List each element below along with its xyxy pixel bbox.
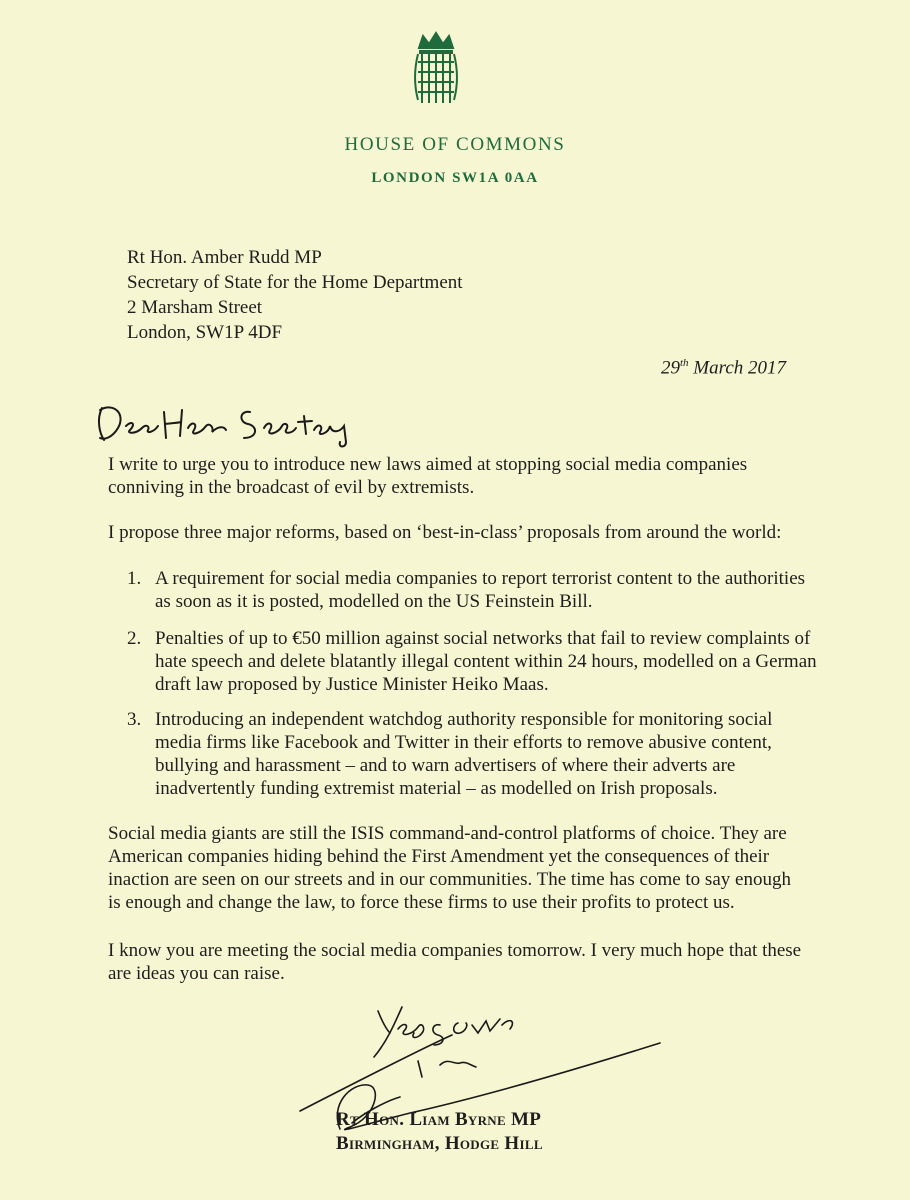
portcullis-icon [413, 30, 459, 110]
date-rest: March 2017 [688, 357, 786, 379]
handwritten-salutation [92, 390, 372, 450]
recipient-address [127, 245, 463, 345]
reform-item-1 [127, 567, 817, 613]
paragraph-closing-1: Social media giants are still the ISIS command-and-control platforms of choice. They are American companies hiding behind the First Amendment yet the consequences of their inaction are seen on our streets and in our communities. The time has come to say enough is enough and change the law, to force these firms to use their profits to protect us. [108, 823, 791, 913]
recipient-street: 2 Marsham Street [127, 297, 263, 318]
reform-number: 2. [127, 628, 142, 649]
paragraph-intro: I write to urge you to introduce new laws aimed at stopping social media companies conniving in the broadcast of evil by extremists. [108, 454, 748, 498]
paragraph-proposal-lead: I propose three major reforms, based on ‘best-in-class’ proposals from around the world: [108, 522, 782, 543]
date-day: 29 [660, 357, 680, 379]
reform-number: 1. [127, 568, 142, 589]
signatory-constituency: Birmingham, Hodge Hill [336, 1133, 543, 1154]
letterhead-location: LONDON SW1A 0AA [371, 170, 539, 186]
reform-item-3 [127, 708, 817, 800]
reform-text: A requirement for social media companies to report terrorist content to the authorities as soon as it is posted, modelled on the US Feinstein Bill. [155, 568, 806, 612]
date-suffix: th [679, 357, 689, 369]
reform-text: Introducing an independent watchdog authority responsible for monitoring social media firms like Facebook and Twitter in their efforts to remove abusive content, bullying and harassment – and to warn advertisers of where their adverts are inadvertently funding extremist material – as modelled on Irish proposals. [155, 709, 773, 799]
recipient-name: Rt Hon. Amber Rudd MP [127, 247, 322, 268]
signatory-name: Rt Hon. Liam Byrne MP [336, 1109, 542, 1130]
reform-text: Penalties of up to €50 million against social networks that fail to review complaints of hate speech and delete blatantly illegal content within 24 hours, modelled on a German draft law proposed by Justice Minister Heiko Maas. [155, 628, 817, 695]
paragraph-closing-2: I know you are meeting the social media companies tomorrow. I very much hope that these are ideas you can raise. [108, 940, 802, 984]
reform-number: 3. [127, 709, 142, 730]
recipient-title: Secretary of State for the Home Department [127, 272, 463, 293]
recipient-city: London, SW1P 4DF [127, 322, 283, 343]
letter-date [661, 357, 786, 379]
letterhead-institution: HOUSE OF COMMONS [344, 134, 566, 155]
reform-item-2 [127, 627, 817, 696]
